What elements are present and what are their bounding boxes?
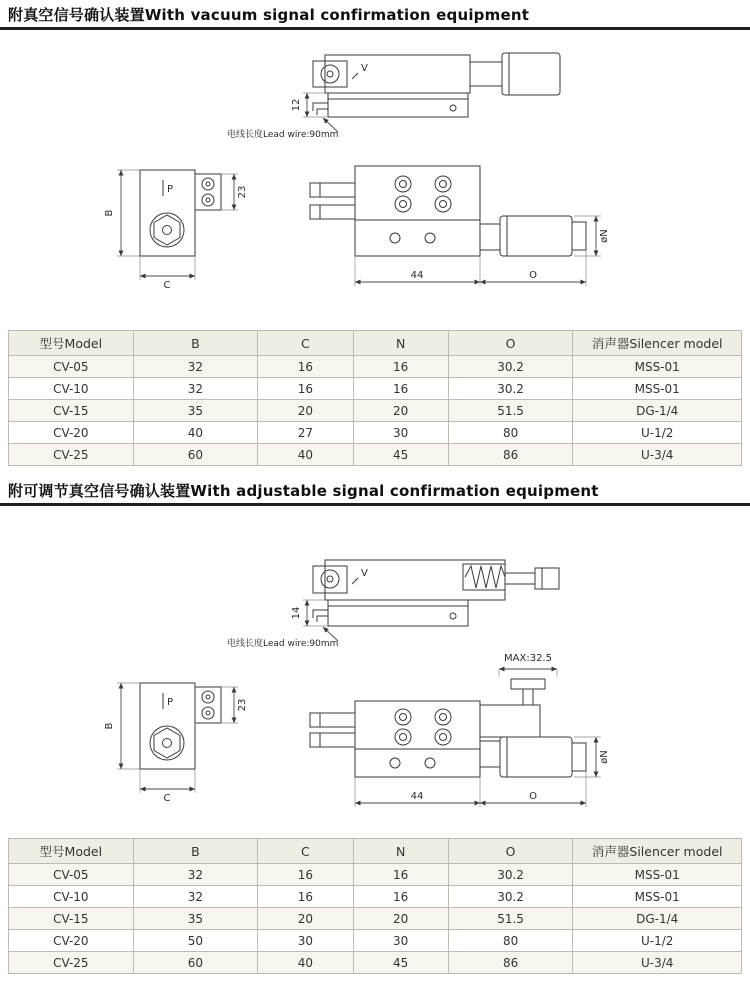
value-cell: 20 bbox=[353, 908, 448, 930]
section1-title-cn: 附真空信号确认装置 bbox=[8, 6, 145, 24]
table-row bbox=[9, 908, 742, 930]
value-cell: U-1/2 bbox=[573, 930, 742, 952]
model-cell: CV-25 bbox=[9, 952, 134, 974]
drawing-front-view-2 bbox=[105, 671, 255, 803]
value-cell: 20 bbox=[258, 400, 353, 422]
value-cell: U-3/4 bbox=[573, 952, 742, 974]
value-cell: 32 bbox=[133, 864, 258, 886]
dim-23-label: 23 bbox=[237, 185, 248, 199]
table-row bbox=[9, 864, 742, 886]
dim-44-label: 44 bbox=[410, 791, 424, 802]
front-view-outline bbox=[140, 170, 221, 256]
max-dim-label: MAX:32.5 bbox=[504, 653, 552, 664]
column-header: B bbox=[133, 331, 258, 356]
column-header: 消声器Silencer model bbox=[573, 331, 742, 356]
dimension-12 bbox=[303, 93, 328, 117]
model-cell: CV-25 bbox=[9, 444, 134, 466]
value-cell: 16 bbox=[258, 864, 353, 886]
section1-title-en: With vacuum signal confirmation equipment bbox=[144, 6, 530, 24]
value-cell: 35 bbox=[133, 400, 258, 422]
dimension-23 bbox=[221, 687, 238, 723]
model-cell: CV-20 bbox=[9, 930, 134, 952]
dim-b-label: B bbox=[104, 209, 115, 217]
value-cell: 30 bbox=[353, 422, 448, 444]
drawing-top-view-2 bbox=[225, 546, 625, 658]
table-row bbox=[9, 422, 742, 444]
dim-n-label: øN bbox=[599, 750, 610, 764]
dim-b-label: B bbox=[104, 722, 115, 730]
dim-o-label: O bbox=[529, 791, 537, 802]
column-header: B bbox=[133, 839, 258, 864]
value-cell: 86 bbox=[448, 444, 573, 466]
table-row bbox=[9, 444, 742, 466]
port-v-label: V bbox=[361, 63, 368, 74]
drawing-front-view-1 bbox=[105, 158, 255, 290]
value-cell: 32 bbox=[133, 886, 258, 908]
section1-title bbox=[0, 0, 750, 27]
header-row bbox=[9, 839, 742, 864]
lead-wire-label: 电线长度Lead wire:90mm bbox=[227, 639, 339, 649]
value-cell: 30 bbox=[353, 930, 448, 952]
table-row bbox=[9, 886, 742, 908]
value-cell: 51.5 bbox=[448, 908, 573, 930]
dim-c-label: C bbox=[163, 793, 171, 804]
drawing-side-view-2 bbox=[295, 645, 630, 815]
value-cell: 16 bbox=[353, 886, 448, 908]
value-cell: 16 bbox=[258, 378, 353, 400]
column-header: 消声器Silencer model bbox=[573, 839, 742, 864]
port-v-label: V bbox=[361, 568, 368, 579]
dimensions-table-2 bbox=[8, 838, 742, 974]
adjustable-side-outline bbox=[310, 679, 586, 777]
dim-o-label: O bbox=[529, 270, 537, 281]
side-view-outline bbox=[310, 166, 586, 256]
value-cell: 51.5 bbox=[448, 400, 573, 422]
dim-14-label: 14 bbox=[291, 606, 302, 620]
value-cell: U-1/2 bbox=[573, 422, 742, 444]
value-cell: 45 bbox=[353, 952, 448, 974]
value-cell: 16 bbox=[353, 864, 448, 886]
dimension-b bbox=[117, 170, 140, 256]
column-header: O bbox=[448, 839, 573, 864]
value-cell: 40 bbox=[258, 952, 353, 974]
column-header: N bbox=[353, 331, 448, 356]
value-cell: DG-1/4 bbox=[573, 908, 742, 930]
value-cell: MSS-01 bbox=[573, 886, 742, 908]
model-cell: CV-15 bbox=[9, 400, 134, 422]
value-cell: 50 bbox=[133, 930, 258, 952]
section1-drawings bbox=[0, 30, 750, 330]
dimension-b bbox=[117, 683, 140, 769]
value-cell: 60 bbox=[133, 952, 258, 974]
value-cell: DG-1/4 bbox=[573, 400, 742, 422]
column-header: 型号Model bbox=[9, 839, 134, 864]
model-cell: CV-10 bbox=[9, 378, 134, 400]
model-cell: CV-20 bbox=[9, 422, 134, 444]
value-cell: 27 bbox=[258, 422, 353, 444]
dimension-c bbox=[140, 769, 195, 793]
value-cell: 30.2 bbox=[448, 864, 573, 886]
front-view-outline bbox=[140, 683, 221, 769]
dim-12-label: 12 bbox=[291, 98, 302, 112]
dim-23-label: 23 bbox=[237, 698, 248, 712]
dim-44-label: 44 bbox=[410, 270, 424, 281]
value-cell: 16 bbox=[353, 356, 448, 378]
value-cell: 40 bbox=[258, 444, 353, 466]
dimension-max bbox=[499, 669, 557, 677]
value-cell: 30.2 bbox=[448, 886, 573, 908]
model-cell: CV-05 bbox=[9, 356, 134, 378]
value-cell: 80 bbox=[448, 930, 573, 952]
value-cell: 60 bbox=[133, 444, 258, 466]
value-cell: 32 bbox=[133, 378, 258, 400]
value-cell: 16 bbox=[353, 378, 448, 400]
value-cell: 45 bbox=[353, 444, 448, 466]
dimension-14 bbox=[303, 600, 328, 626]
value-cell: 80 bbox=[448, 422, 573, 444]
dimension-c bbox=[140, 256, 195, 280]
value-cell: 20 bbox=[258, 908, 353, 930]
adjustable-assembly-outline bbox=[313, 560, 559, 626]
table-row bbox=[9, 930, 742, 952]
model-cell: CV-15 bbox=[9, 908, 134, 930]
section2-title bbox=[0, 466, 750, 503]
value-cell: MSS-01 bbox=[573, 864, 742, 886]
value-cell: 20 bbox=[353, 400, 448, 422]
dimension-44-o bbox=[355, 250, 586, 286]
table-row bbox=[9, 356, 742, 378]
value-cell: U-3/4 bbox=[573, 444, 742, 466]
dim-c-label: C bbox=[163, 280, 171, 291]
ejector-assembly-outline bbox=[313, 53, 560, 117]
lead-wire-label: 电线长度Lead wire:90mm bbox=[227, 130, 339, 140]
port-p-label: P bbox=[167, 184, 174, 195]
model-cell: CV-05 bbox=[9, 864, 134, 886]
column-header: C bbox=[258, 331, 353, 356]
column-header: N bbox=[353, 839, 448, 864]
value-cell: MSS-01 bbox=[573, 356, 742, 378]
value-cell: 30.2 bbox=[448, 378, 573, 400]
column-header: 型号Model bbox=[9, 331, 134, 356]
drawing-side-view-1 bbox=[295, 158, 630, 303]
column-header: C bbox=[258, 839, 353, 864]
dimension-23 bbox=[221, 174, 238, 210]
column-header: O bbox=[448, 331, 573, 356]
value-cell: 40 bbox=[133, 422, 258, 444]
drawing-top-view-1 bbox=[225, 45, 585, 145]
value-cell: 16 bbox=[258, 356, 353, 378]
dim-n-label: øN bbox=[599, 229, 610, 243]
value-cell: 35 bbox=[133, 908, 258, 930]
section2-drawings bbox=[0, 506, 750, 838]
port-p-label: P bbox=[167, 697, 174, 708]
dimension-44-o bbox=[355, 771, 586, 807]
header-row bbox=[9, 331, 742, 356]
value-cell: MSS-01 bbox=[573, 378, 742, 400]
table-row bbox=[9, 400, 742, 422]
model-cell: CV-10 bbox=[9, 886, 134, 908]
dimensions-table-1 bbox=[8, 330, 742, 466]
table-row bbox=[9, 952, 742, 974]
section2-title-en: With adjustable signal confirmation equipment bbox=[190, 482, 599, 500]
value-cell: 16 bbox=[258, 886, 353, 908]
table-row bbox=[9, 378, 742, 400]
section2-title-cn: 附可调节真空信号确认装置 bbox=[8, 482, 191, 500]
value-cell: 32 bbox=[133, 356, 258, 378]
value-cell: 30 bbox=[258, 930, 353, 952]
value-cell: 30.2 bbox=[448, 356, 573, 378]
value-cell: 86 bbox=[448, 952, 573, 974]
